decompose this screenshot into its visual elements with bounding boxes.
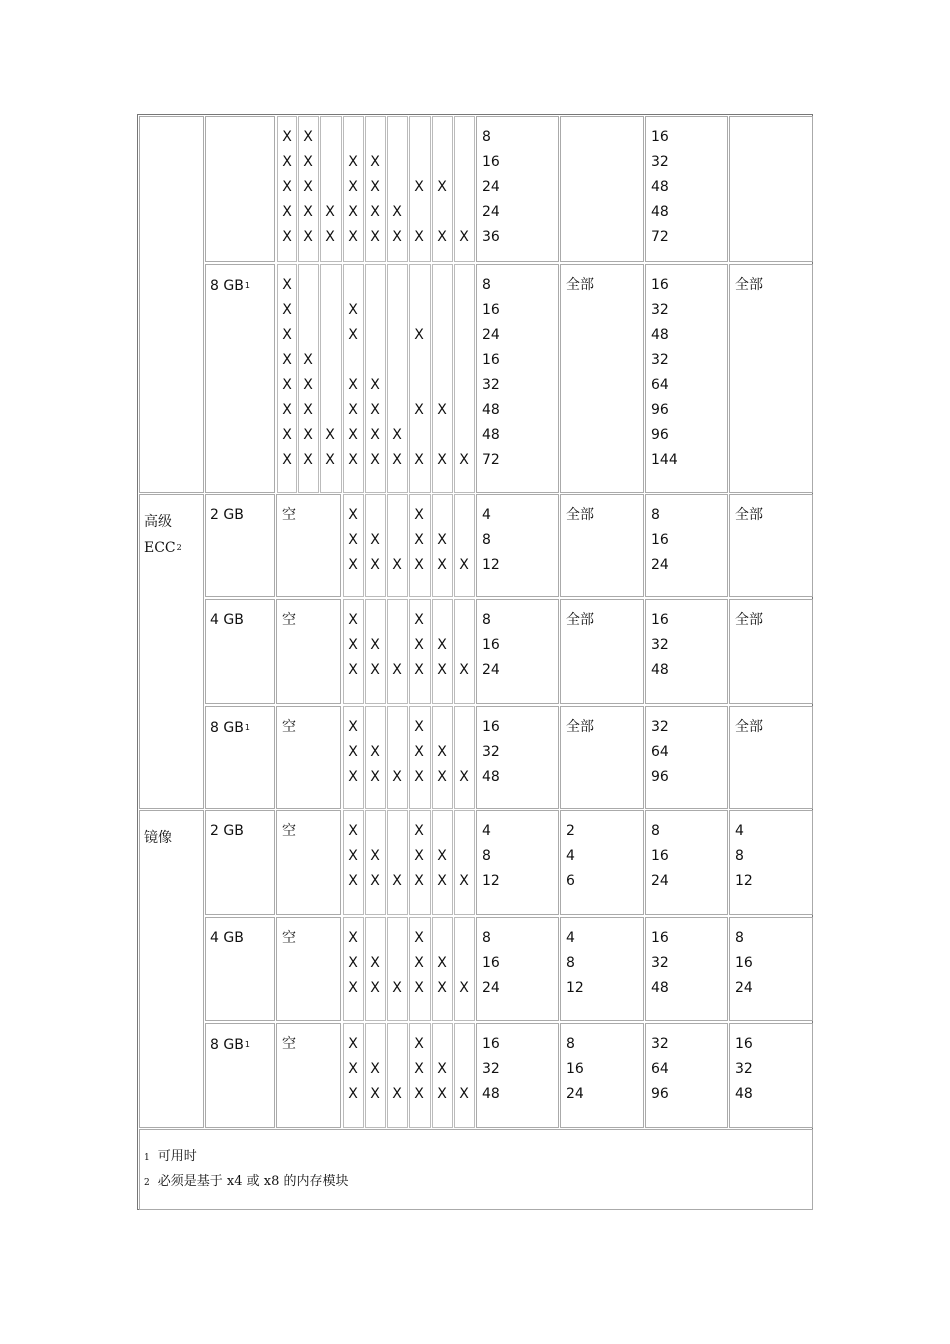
slot-mark: X (348, 955, 358, 971)
slot-mark: X (325, 204, 335, 220)
slot-mark: X (348, 179, 358, 195)
slot-mark: X (414, 402, 424, 418)
slot-mark: X (414, 452, 424, 468)
mode-label-line2: ECC$^2$ (144, 540, 182, 556)
value-col4: 16 32 48 (735, 1036, 753, 1102)
slot-mark: X (392, 980, 402, 996)
slot-mark: X (282, 352, 292, 368)
value-col4: 全部 (735, 277, 763, 293)
slot-mark: X (414, 719, 424, 735)
value-col3: 16 32 48 (651, 612, 669, 678)
slot-mark: X (303, 377, 313, 393)
footnote-ref: 1 (244, 281, 250, 290)
slot-mark: X (348, 507, 358, 523)
slot-mark: X (459, 769, 469, 785)
slot-mark: X (303, 452, 313, 468)
slot-mark: X (437, 848, 447, 864)
footnote-text: 必须是基于 x4 或 x8 的内存模块 (157, 1174, 349, 1189)
value-col3: 32 64 96 (651, 1036, 669, 1102)
slot-mark: X (370, 377, 380, 393)
value-col4: 全部 (735, 612, 763, 628)
slot-mark: X (437, 769, 447, 785)
value-col2: 4 8 12 (566, 930, 584, 996)
slot-mark: X (414, 769, 424, 785)
empty-label: 空 (282, 930, 296, 946)
memory-size: 8 $GB^1$ (210, 720, 250, 736)
slot-mark: X (303, 179, 313, 195)
value-col1: 8 16 24 16 32 48 48 72 (482, 277, 500, 468)
memory-size: 2 GB (210, 507, 244, 523)
slot-mark: X (370, 452, 380, 468)
slot-mark: X (303, 154, 313, 170)
slot-mark: X (370, 532, 380, 548)
value-col1: 4 8 12 (482, 507, 500, 573)
slot-mark: X (282, 377, 292, 393)
slot-cell (387, 810, 408, 915)
slot-mark: X (348, 637, 358, 653)
slot-cell (387, 494, 408, 597)
slot-cell (387, 599, 408, 704)
slot-mark: X (392, 662, 402, 678)
slot-mark: X (414, 327, 424, 343)
slot-mark: X (282, 327, 292, 343)
value-col4: 4 8 12 (735, 823, 753, 889)
slot-mark: X (348, 930, 358, 946)
slot-mark: X (370, 980, 380, 996)
mode-label: 镜像 (144, 830, 172, 846)
slot-mark: X (303, 427, 313, 443)
slot-mark: X (348, 1086, 358, 1102)
slot-mark: X (370, 662, 380, 678)
footnote-number: 1 (144, 1153, 150, 1163)
slot-mark: X (459, 229, 469, 245)
slot-mark: X (414, 873, 424, 889)
memory-size: 4 GB (210, 612, 244, 628)
memory-size: 4 GB (210, 930, 244, 946)
slot-mark: X (414, 848, 424, 864)
value-col4: 8 16 24 (735, 930, 753, 996)
footnote-ref: 2 (176, 543, 182, 552)
value-col1: 8 16 24 24 36 (482, 129, 500, 245)
value-cell-col2 (560, 264, 644, 493)
slot-mark: X (303, 402, 313, 418)
slot-mark: X (414, 744, 424, 760)
slot-cell (454, 917, 475, 1021)
slot-cell (387, 706, 408, 809)
mode-cell (139, 116, 204, 493)
slot-mark: X (370, 955, 380, 971)
slot-mark: X (370, 637, 380, 653)
slot-mark: X (414, 955, 424, 971)
slot-mark: X (414, 612, 424, 628)
slot-mark: X (282, 427, 292, 443)
footnote-1 (144, 1144, 197, 1171)
slot-mark: X (459, 1086, 469, 1102)
value-col4: 全部 (735, 719, 763, 735)
slot-mark: X (348, 612, 358, 628)
slot-mark: X (348, 427, 358, 443)
slot-mark: X (282, 402, 292, 418)
value-col1: 16 32 48 (482, 1036, 500, 1102)
slot-mark: X (437, 1061, 447, 1077)
slot-mark: X (348, 532, 358, 548)
slot-mark: X (414, 823, 424, 839)
slot-mark: X (437, 980, 447, 996)
slot-cell (454, 494, 475, 597)
slot-mark: X (282, 452, 292, 468)
slot-mark: X (437, 402, 447, 418)
slot-mark: X (459, 980, 469, 996)
slot-mark: X (348, 377, 358, 393)
slot-mark: X (437, 955, 447, 971)
slot-mark: X (348, 557, 358, 573)
slot-mark: X (437, 744, 447, 760)
value-col2: 2 4 6 (566, 823, 575, 889)
empty-label: 空 (282, 1036, 296, 1052)
slot-mark: X (325, 229, 335, 245)
value-col4: 全部 (735, 507, 763, 523)
slot-mark: X (348, 452, 358, 468)
slot-mark: X (370, 427, 380, 443)
slot-mark: X (437, 557, 447, 573)
slot-mark: X (392, 557, 402, 573)
slot-mark: X (348, 980, 358, 996)
slot-mark: X (348, 402, 358, 418)
slot-cell (387, 917, 408, 1021)
slot-mark: X (437, 452, 447, 468)
slot-mark: X (459, 873, 469, 889)
slot-mark: X (325, 427, 335, 443)
slot-mark: X (414, 980, 424, 996)
slot-mark: X (325, 452, 335, 468)
slot-mark: X (414, 229, 424, 245)
slot-mark: X (348, 154, 358, 170)
slot-mark: X (348, 302, 358, 318)
slot-mark: X (282, 154, 292, 170)
slot-mark: X (437, 873, 447, 889)
slot-mark: X (437, 637, 447, 653)
empty-label: 空 (282, 507, 296, 523)
slot-mark: X (303, 204, 313, 220)
slot-mark: X (303, 129, 313, 145)
slot-mark: X (303, 229, 313, 245)
slot-mark: X (437, 179, 447, 195)
value-col2: 全部 (566, 277, 594, 293)
value-col1: 8 16 24 (482, 930, 500, 996)
slot-mark: X (459, 557, 469, 573)
slot-mark: X (348, 229, 358, 245)
slot-mark: X (437, 662, 447, 678)
slot-mark: X (348, 823, 358, 839)
value-col3: 16 32 48 48 72 (651, 129, 669, 245)
value-col2: 全部 (566, 612, 594, 628)
slot-mark: X (392, 452, 402, 468)
slot-mark: X (392, 873, 402, 889)
footnote-number: 2 (144, 1178, 150, 1188)
slot-mark: X (370, 179, 380, 195)
value-col3: 16 32 48 32 64 96 96 144 (651, 277, 678, 468)
slot-mark: X (414, 532, 424, 548)
slot-mark: X (348, 719, 358, 735)
empty-label: 空 (282, 823, 296, 839)
slot-mark: X (348, 1036, 358, 1052)
slot-mark: X (437, 532, 447, 548)
slot-mark: X (282, 204, 292, 220)
slot-mark: X (370, 744, 380, 760)
slot-mark: X (282, 129, 292, 145)
value-col3: 32 64 96 (651, 719, 669, 785)
slot-mark: X (392, 427, 402, 443)
slot-mark: X (370, 402, 380, 418)
slot-mark: X (414, 1061, 424, 1077)
slot-mark: X (348, 873, 358, 889)
slot-mark: X (370, 1061, 380, 1077)
slot-mark: X (414, 1086, 424, 1102)
slot-cell (454, 706, 475, 809)
value-col1: 16 32 48 (482, 719, 500, 785)
slot-mark: X (414, 637, 424, 653)
slot-mark: X (348, 848, 358, 864)
value-col2: 全部 (566, 719, 594, 735)
slot-mark: X (414, 179, 424, 195)
slot-mark: X (282, 277, 292, 293)
slot-mark: X (392, 229, 402, 245)
mode-cell (139, 810, 204, 1128)
footnote-ref: 1 (244, 1040, 250, 1049)
slot-mark: X (414, 557, 424, 573)
slot-mark: X (392, 769, 402, 785)
slot-mark: X (392, 204, 402, 220)
value-col3: 8 16 24 (651, 823, 669, 889)
slot-mark: X (414, 507, 424, 523)
slot-mark: X (348, 662, 358, 678)
slot-mark: X (459, 452, 469, 468)
value-col2: 全部 (566, 507, 594, 523)
slot-mark: X (348, 744, 358, 760)
empty-label: 空 (282, 612, 296, 628)
memory-config-table (137, 114, 813, 1210)
value-col3: 16 32 48 (651, 930, 669, 996)
memory-size: 8 $GB^1$ (210, 1037, 250, 1053)
footnote-ref: 1 (244, 723, 250, 732)
mode-label: 高级 ECC$^2$ (144, 510, 182, 561)
memory-size: 8 $GB^1$ (210, 278, 250, 294)
value-col2: 8 16 24 (566, 1036, 584, 1102)
slot-mark: X (370, 1086, 380, 1102)
slot-mark: X (414, 1036, 424, 1052)
footnote-2 (144, 1169, 348, 1196)
empty-label: 空 (282, 719, 296, 735)
slot-mark: X (370, 204, 380, 220)
value-col1: 4 8 12 (482, 823, 500, 889)
footnote-text: 可用时 (157, 1149, 197, 1164)
slot-mark: X (370, 229, 380, 245)
slot-mark: X (370, 769, 380, 785)
slot-mark: X (348, 327, 358, 343)
slot-mark: X (437, 1086, 447, 1102)
value-col1: 8 16 24 (482, 612, 500, 678)
slot-cell (454, 1023, 475, 1128)
slot-mark: X (282, 302, 292, 318)
slot-mark: X (370, 154, 380, 170)
slot-mark: X (370, 557, 380, 573)
slot-mark: X (303, 352, 313, 368)
slot-mark: X (348, 204, 358, 220)
memory-size: 2 GB (210, 823, 244, 839)
slot-mark: X (437, 229, 447, 245)
value-col3: 8 16 24 (651, 507, 669, 573)
slot-mark: X (348, 769, 358, 785)
size-cell (205, 116, 275, 262)
slot-mark: X (370, 873, 380, 889)
slot-cell (454, 599, 475, 704)
slot-mark: X (414, 662, 424, 678)
value-cell-col4 (729, 264, 813, 493)
slot-cell (454, 810, 475, 915)
slot-mark: X (282, 229, 292, 245)
slot-mark: X (282, 179, 292, 195)
slot-cell (387, 1023, 408, 1128)
slot-mark: X (348, 1061, 358, 1077)
slot-mark: X (392, 1086, 402, 1102)
slot-mark: X (370, 848, 380, 864)
value-cell-col4 (729, 116, 813, 262)
slot-mark: X (459, 662, 469, 678)
slot-mark: X (414, 930, 424, 946)
value-cell-col2 (560, 116, 644, 262)
